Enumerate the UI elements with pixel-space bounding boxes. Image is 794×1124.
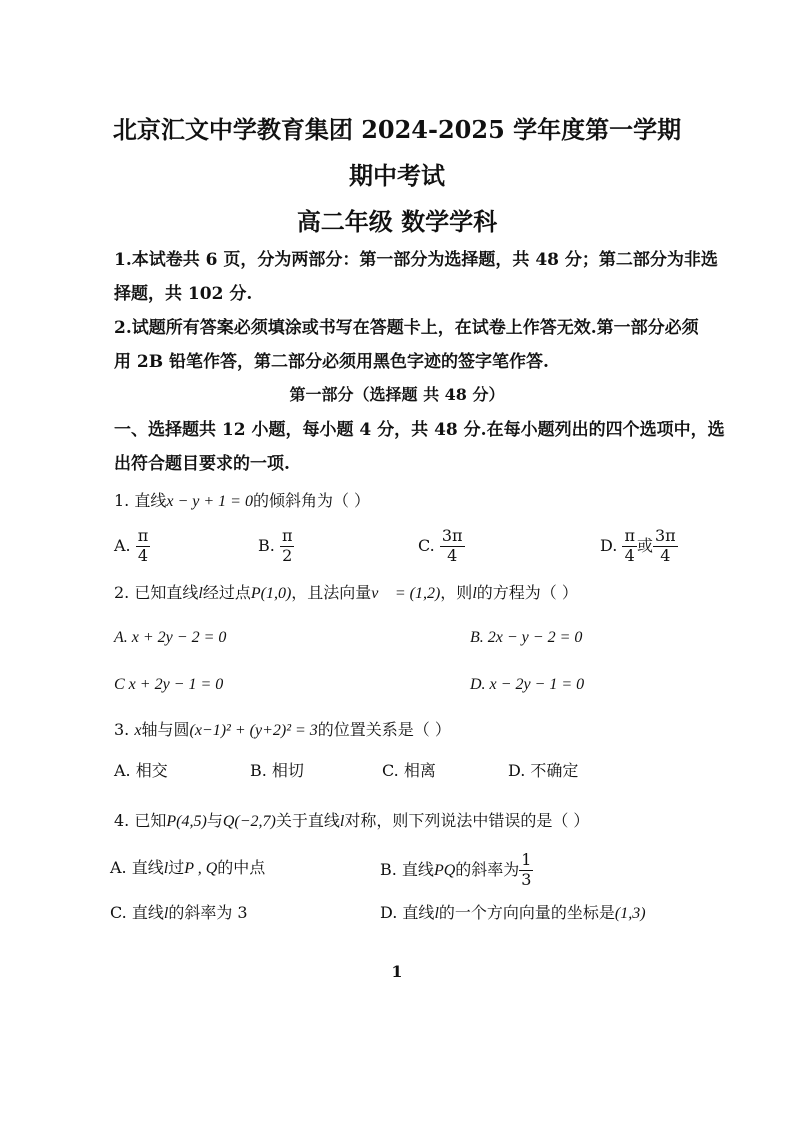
question-number: 1. [114,491,130,510]
q1-option-c: C. $\frac{3\pi}{4}$ [418,526,463,565]
q4-option-b: B. 直线PQ的斜率为 $\frac{1}{3}$ [380,850,532,889]
q2-option-a: A. x + 2y − 2 = 0 [114,629,227,646]
point: P(1,0) [250,585,292,602]
fraction: $\frac{3\pi}{4}$ [441,526,463,565]
circle-equation: (x−1)² + (y+2)² = 3 [189,722,318,739]
fraction: $\frac{\pi}{2}$ [281,526,293,565]
grade-subject: 高二年级 数学学科 [296,207,498,236]
question-3-stem: 3. x轴与圆(x−1)² + (y+2)² = 3的位置关系是（ ） [114,720,451,739]
section-intro-line-1: 一、选择题共 12 小题，每小题 4 分，共 48 分.在每小题列出的四个选项中，选 [114,420,725,440]
exam-title: 北京汇文中学教育集团 2024-2025 学年度第一学期 [112,115,682,144]
normal-vector: v⃗ = (1,2) [371,585,441,602]
instruction-line-4: 用 2B 铅笔作答，第二部分必须用黑色字迹的签字笔作答. [114,352,549,372]
q2-option-b: B. 2x − y − 2 = 0 [470,629,583,646]
fraction: $\frac{\pi}{4}$ [137,526,149,565]
question-1-stem: 1. 直线x − y + 1 = 0的倾斜角为（ ） [114,491,371,510]
exam-subtitle: 期中考试 [349,161,445,190]
q2-option-c: C x + 2y − 1 = 0 [114,676,224,693]
q1-option-b: B. $\frac{\pi}{2}$ [258,526,293,565]
instruction-line-1: 1.本试卷共 6 页，分为两部分：第一部分为选择题，共 48 分；第二部分为非选 [114,250,718,270]
q2-option-d: D. x − 2y − 1 = 0 [470,676,585,693]
question-2-stem: 2. 已知直线l经过点P(1,0)，且法向量v⃗ = (1,2)，则l的方程为（ ） [114,583,578,602]
part-one-heading: 第一部分（选择题 共 48 分） [289,385,505,404]
question-4-stem: 4. 已知P(4,5)与Q(−2,7)关于直线l对称，则下列说法中错误的是（ ） [114,811,590,830]
q1-option-d: D. $\frac{\pi}{4}$ 或 $\frac{3\pi}{4}$ [600,526,676,565]
q4-option-c: C. 直线l的斜率为 3 [110,903,248,922]
fraction: $\frac{\pi}{4}$ [624,526,635,565]
fraction: $\frac{3\pi}{4}$ [654,526,676,565]
instruction-line-2: 择题，共 102 分. [114,284,253,304]
q3-option-b: B. 相切 [250,761,304,780]
question-number: 3. [114,720,130,739]
fraction: $\frac{1}{3}$ [521,850,532,889]
q3-option-a: A. 相交 [114,761,168,780]
q3-option-d: D. 不确定 [508,761,579,780]
q3-option-c: C. 相离 [382,761,436,780]
q1-option-a: A. $\frac{\pi}{4}$ [114,526,149,565]
page-number: 1 [391,962,403,981]
q4-option-a: A. 直线l过P , Q的中点 [110,858,266,877]
question-number: 2. [114,583,130,602]
q4-option-d: D. 直线l的一个方向向量的坐标是(1,3) [380,903,646,922]
question-number: 4. [114,811,130,830]
equation: x − y + 1 = 0 [166,493,253,510]
instruction-line-3: 2.试题所有答案必须填涂或书写在答题卡上，在试卷上作答无效.第一部分必须 [114,318,699,338]
section-intro-line-2: 出符合题目要求的一项. [114,454,290,474]
